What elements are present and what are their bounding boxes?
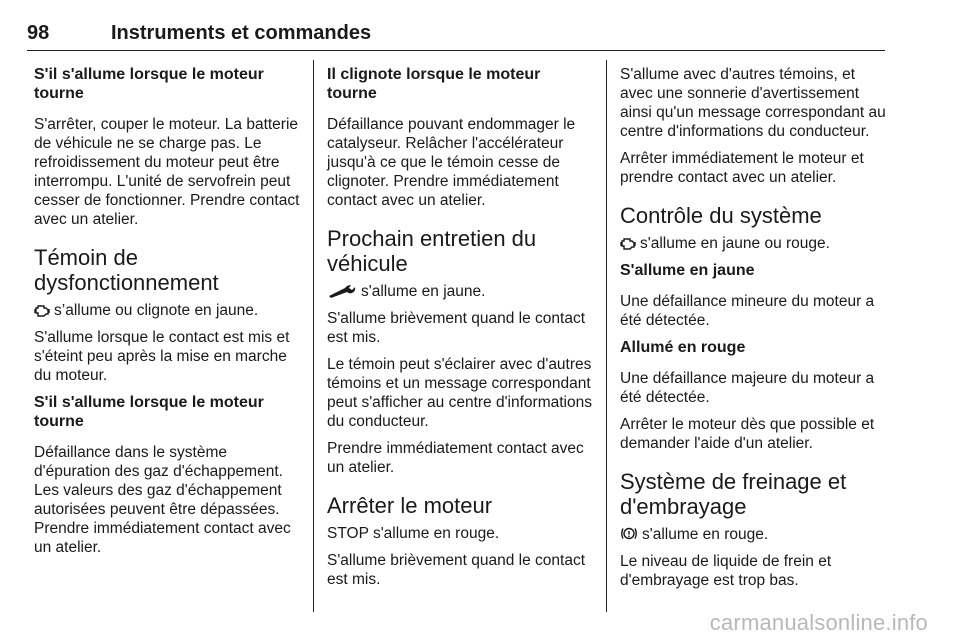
paragraph: s'allume en jaune. [327, 282, 593, 301]
column-1 [34, 65, 300, 565]
paragraph: Arrêter le moteur dès que possible et demander l'aide d'un atelier. [620, 416, 875, 452]
paragraph: Le niveau de liquide de frein et d'embrayage est trop bas. [620, 553, 832, 589]
paragraph: Une défaillance majeure du moteur a été détectée. [620, 370, 875, 406]
paragraph: Prendre immédiatement contact avec un atelier. [327, 440, 584, 476]
page-header [27, 22, 885, 51]
paragraph: S'allume brièvement quand le contact est mis. [327, 310, 585, 346]
brake-warning-icon [620, 526, 638, 541]
column-divider [313, 60, 314, 612]
heading-yellow: S'allume en jaune [620, 262, 755, 279]
page-number: 98 [27, 22, 50, 44]
paragraph: S'arrêter, couper le moteur. La batterie de véhicule ne se charge pas. Le refroidissement du moteur peut être interrompu. L'unité de servofrein peut cesser de fonctionner. Prendre contact avec un atelier. [34, 116, 300, 228]
section-title-system: Contrôle du système [620, 203, 822, 228]
column-divider [606, 60, 607, 612]
engine-icon [34, 304, 50, 317]
paragraph: S'allume brièvement quand le contact est mis. [327, 552, 585, 588]
paragraph: s'allume en jaune ou rouge. [620, 234, 886, 253]
paragraph: s’allume ou clignote en jaune. [34, 301, 300, 320]
section-title-malfunction: Témoin de dysfonctionnement [34, 245, 219, 295]
paragraph: Arrêter immédiatement le moteur et prendre contact avec un atelier. [620, 150, 864, 186]
paragraph: S'allume lorsque le contact est mis et s'éteint peu après la mise en marche du moteur. [34, 329, 290, 384]
heading-running: S'il s'allume lorsque le moteur tourne [34, 394, 264, 430]
engine-icon [620, 237, 636, 250]
paragraph: S'allume avec d'autres témoins, et avec une sonnerie d'avertissement ainsi qu'un message correspondant au centre d'informations du conducteur. [620, 66, 886, 140]
watermark: carmanualsonline.info [709, 610, 928, 635]
paragraph: Défaillance dans le système d'épuration des gaz d'échappement. Les valeurs des gaz d'échappement autorisées peuvent être dépassées. Prendre immédiatement contact avec un atelier. [34, 444, 291, 556]
paragraph: Une défaillance mineure du moteur a été détectée. [620, 293, 875, 329]
heading-flash: Il clignote lorsque le moteur tourne [327, 66, 541, 102]
heading-running: S'il s'allume lorsque le moteur tourne [34, 66, 264, 102]
section-title-service: Prochain entretien du véhicule [327, 226, 537, 276]
paragraph: Défaillance pouvant endommager le catalyseur. Relâcher l'accélérateur jusqu'à ce que le témoin cesse de clignoter. Prendre immédiatement contact avec un atelier. [327, 116, 576, 209]
column-2 [327, 65, 593, 597]
paragraph: s'allume en rouge. [620, 525, 886, 544]
section-title-brake: Système de freinage et d'embrayage [620, 469, 847, 519]
paragraph: Le témoin peut s'éclairer avec d'autres témoins et un message correspondant peut s'afficher au centre d'informations du conducteur. [327, 356, 592, 430]
paragraph: STOP s'allume en rouge. [327, 525, 500, 542]
wrench-icon [327, 284, 357, 298]
page-title: Instruments et commandes [111, 22, 372, 44]
column-3 [620, 65, 886, 598]
heading-red: Allumé en rouge [620, 339, 746, 356]
section-title-stop: Arrêter le moteur [327, 493, 493, 518]
